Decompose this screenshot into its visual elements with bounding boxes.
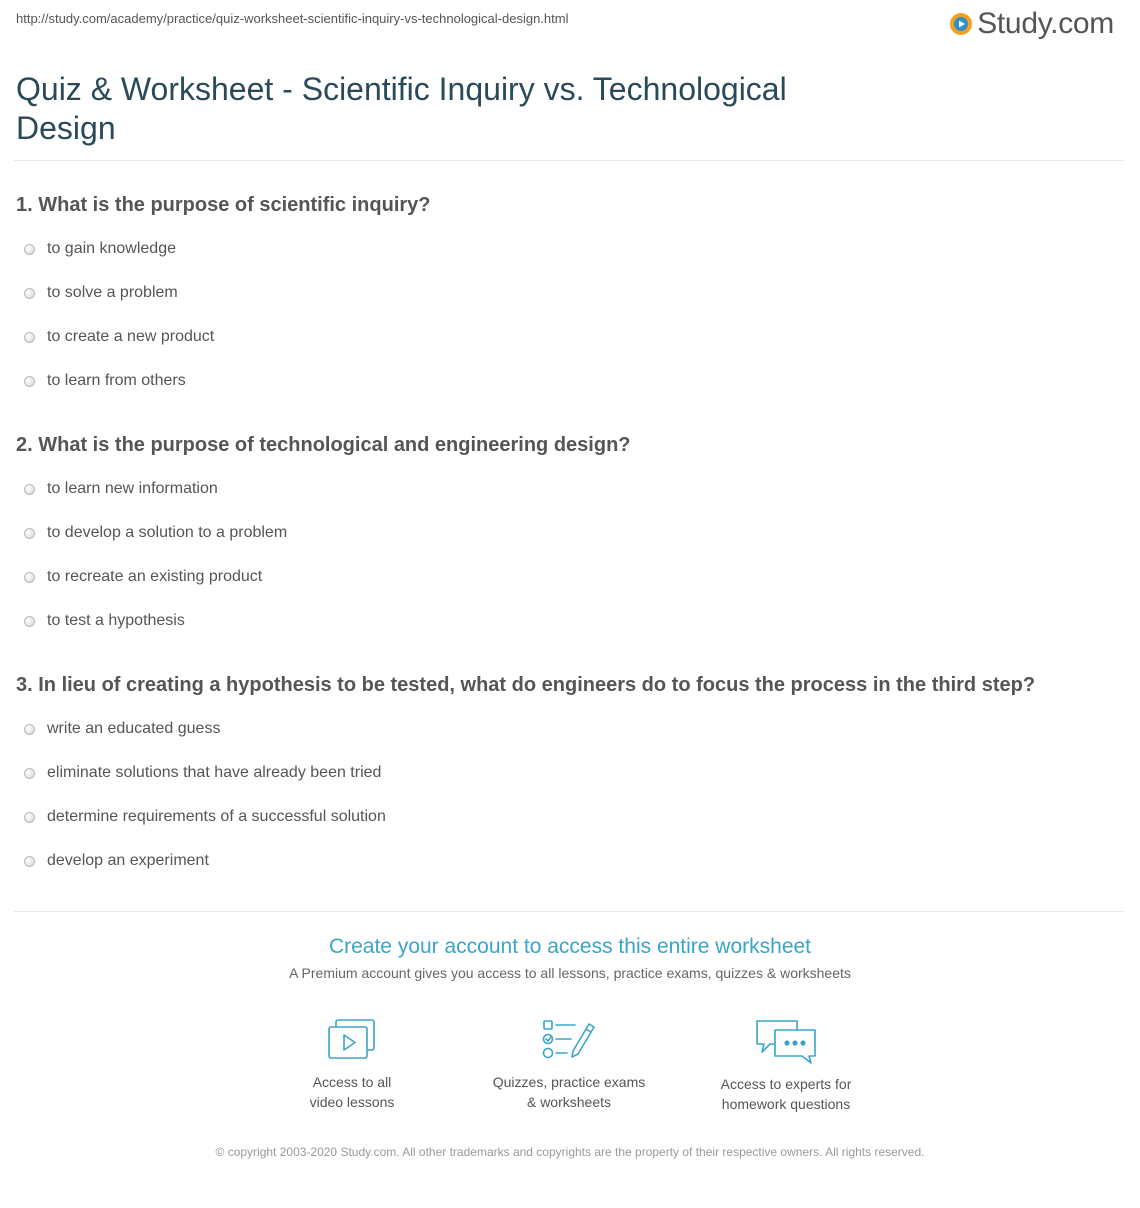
radio-button[interactable] (24, 768, 35, 779)
page-url: http://study.com/academy/practice/quiz-worksheet-scientific-inquiry-vs-technological-design.html (16, 11, 569, 26)
copyright-footer: © copyright 2003-2020 Study.com. All other trademarks and copyrights are the property of their respective owners. All rights reserved. (215, 1145, 925, 1159)
logo-text: Study.com (977, 7, 1114, 40)
answer-option[interactable] (24, 850, 209, 872)
title-divider (14, 160, 1124, 161)
radio-button[interactable] (24, 616, 35, 627)
play-circle-icon (949, 12, 973, 36)
page-title: Quiz & Worksheet - Scientific Inquiry vs. Technological Design (16, 71, 787, 146)
answer-label: to learn new information (47, 480, 218, 497)
answer-label: to test a hypothesis (47, 612, 185, 629)
feature-quizzes (474, 1018, 664, 1112)
radio-button[interactable] (24, 244, 35, 255)
radio-button[interactable] (24, 572, 35, 583)
study-logo[interactable] (949, 6, 1114, 42)
answer-option[interactable] (24, 238, 176, 260)
answer-label: to create a new product (47, 328, 215, 345)
chat-bubbles-icon (754, 1018, 818, 1064)
feature-video-lessons (257, 1018, 447, 1112)
answer-label: to develop a solution to a problem (47, 524, 288, 541)
answer-label: to learn from others (47, 372, 186, 389)
answer-option[interactable] (24, 522, 287, 544)
answer-label: write an educated guess (47, 720, 221, 737)
answer-label: to solve a problem (47, 284, 178, 301)
radio-button[interactable] (24, 288, 35, 299)
questions-divider (14, 911, 1124, 912)
question-1: 1. What is the purpose of scientific inquiry? (16, 194, 431, 216)
answer-label: determine requirements of a successful solution (47, 808, 386, 825)
video-lessons-icon (326, 1018, 378, 1062)
question-3: 3. In lieu of creating a hypothesis to be tested, what do engineers do to focus the process in the third step? (16, 674, 1036, 696)
answer-option[interactable] (24, 478, 218, 500)
answer-option[interactable] (24, 326, 214, 348)
feature-experts (691, 1018, 881, 1114)
cta-subtitle: A Premium account gives you access to all lessons, practice exams, quizzes & worksheets (289, 965, 851, 981)
answer-option[interactable] (24, 566, 262, 588)
answer-label: to recreate an existing product (47, 568, 263, 585)
answer-label: develop an experiment (47, 852, 209, 869)
answer-option[interactable] (24, 806, 386, 828)
answer-option[interactable] (24, 282, 178, 304)
feature-label: Access to all video lessons (309, 1074, 395, 1110)
radio-button[interactable] (24, 528, 35, 539)
feature-label: Quizzes, practice exams & worksheets (492, 1074, 646, 1110)
radio-button[interactable] (24, 856, 35, 867)
answer-option[interactable] (24, 370, 186, 392)
radio-button[interactable] (24, 376, 35, 387)
radio-button[interactable] (24, 484, 35, 495)
quiz-checklist-icon (541, 1018, 597, 1062)
feature-label: Access to experts for homework questions (720, 1076, 852, 1112)
radio-button[interactable] (24, 724, 35, 735)
answer-option[interactable] (24, 762, 381, 784)
answer-label: to gain knowledge (47, 240, 176, 257)
question-2: 2. What is the purpose of technological and engineering design? (16, 434, 631, 456)
cta-section (0, 935, 1140, 981)
answer-label: eliminate solutions that have already been tried (47, 764, 382, 781)
answer-option[interactable] (24, 718, 220, 740)
radio-button[interactable] (24, 812, 35, 823)
radio-button[interactable] (24, 332, 35, 343)
cta-title-link[interactable]: Create your account to access this entire worksheet (328, 935, 812, 958)
answer-option[interactable] (24, 610, 185, 632)
